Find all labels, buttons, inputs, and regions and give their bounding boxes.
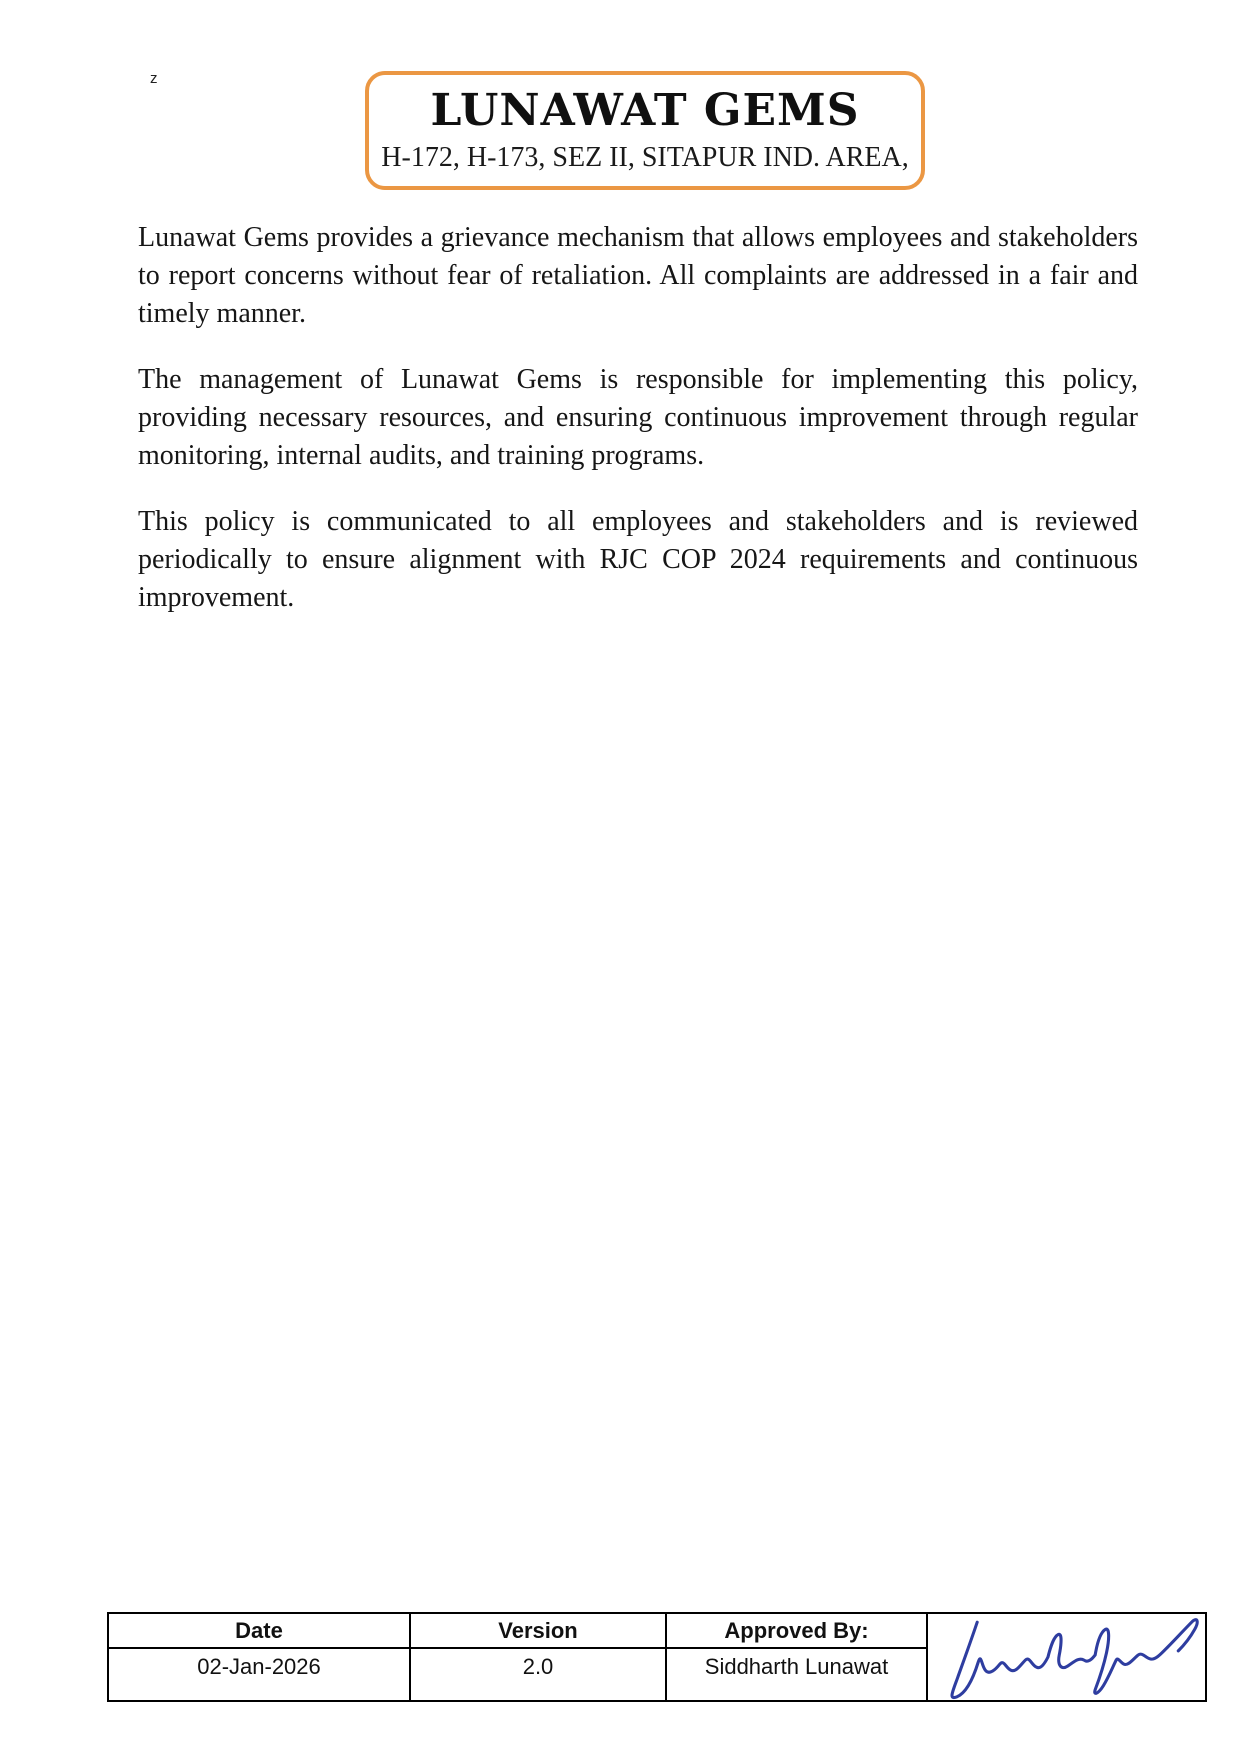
column-header-approved-by: Approved By: — [666, 1613, 927, 1648]
paragraph-policy-communication: This policy is communicated to all employees and stakeholders and is reviewed periodically to ensure alignment with RJC COP 2024 requirements and continuous improvement. — [138, 506, 1138, 613]
approval-table — [107, 1612, 1207, 1702]
signature-path — [952, 1620, 1197, 1698]
signature-cell — [927, 1613, 1206, 1701]
company-address: H-172, H-173, SEZ II, SITAPUR IND. AREA, — [381, 142, 909, 173]
paragraph-grievance-mechanism: Lunawat Gems provides a grievance mechanism that allows employees and stakeholders to report concerns without fear of retaliation. All complaints are addressed in a fair and timely manner. — [138, 222, 1138, 329]
column-header-date: Date — [108, 1613, 410, 1648]
cell-version: 2.0 — [410, 1648, 666, 1701]
company-name: LUNAWAT GEMS — [430, 85, 860, 136]
cell-approved-by: Siddharth Lunawat — [666, 1648, 927, 1701]
company-header-box — [365, 71, 925, 190]
stray-character: z — [150, 70, 158, 87]
policy-text-block — [138, 219, 1138, 645]
approval-table-header-row — [108, 1613, 1206, 1648]
paragraph-management-responsibility: The management of Lunawat Gems is responsible for implementing this policy, providing necessary resources, and ensuring continuous improvement through regular monitoring, internal audits, and training programs. — [138, 364, 1138, 471]
signature-image — [930, 1614, 1206, 1700]
cell-date: 02-Jan-2026 — [108, 1648, 410, 1701]
column-header-version: Version — [410, 1613, 666, 1648]
